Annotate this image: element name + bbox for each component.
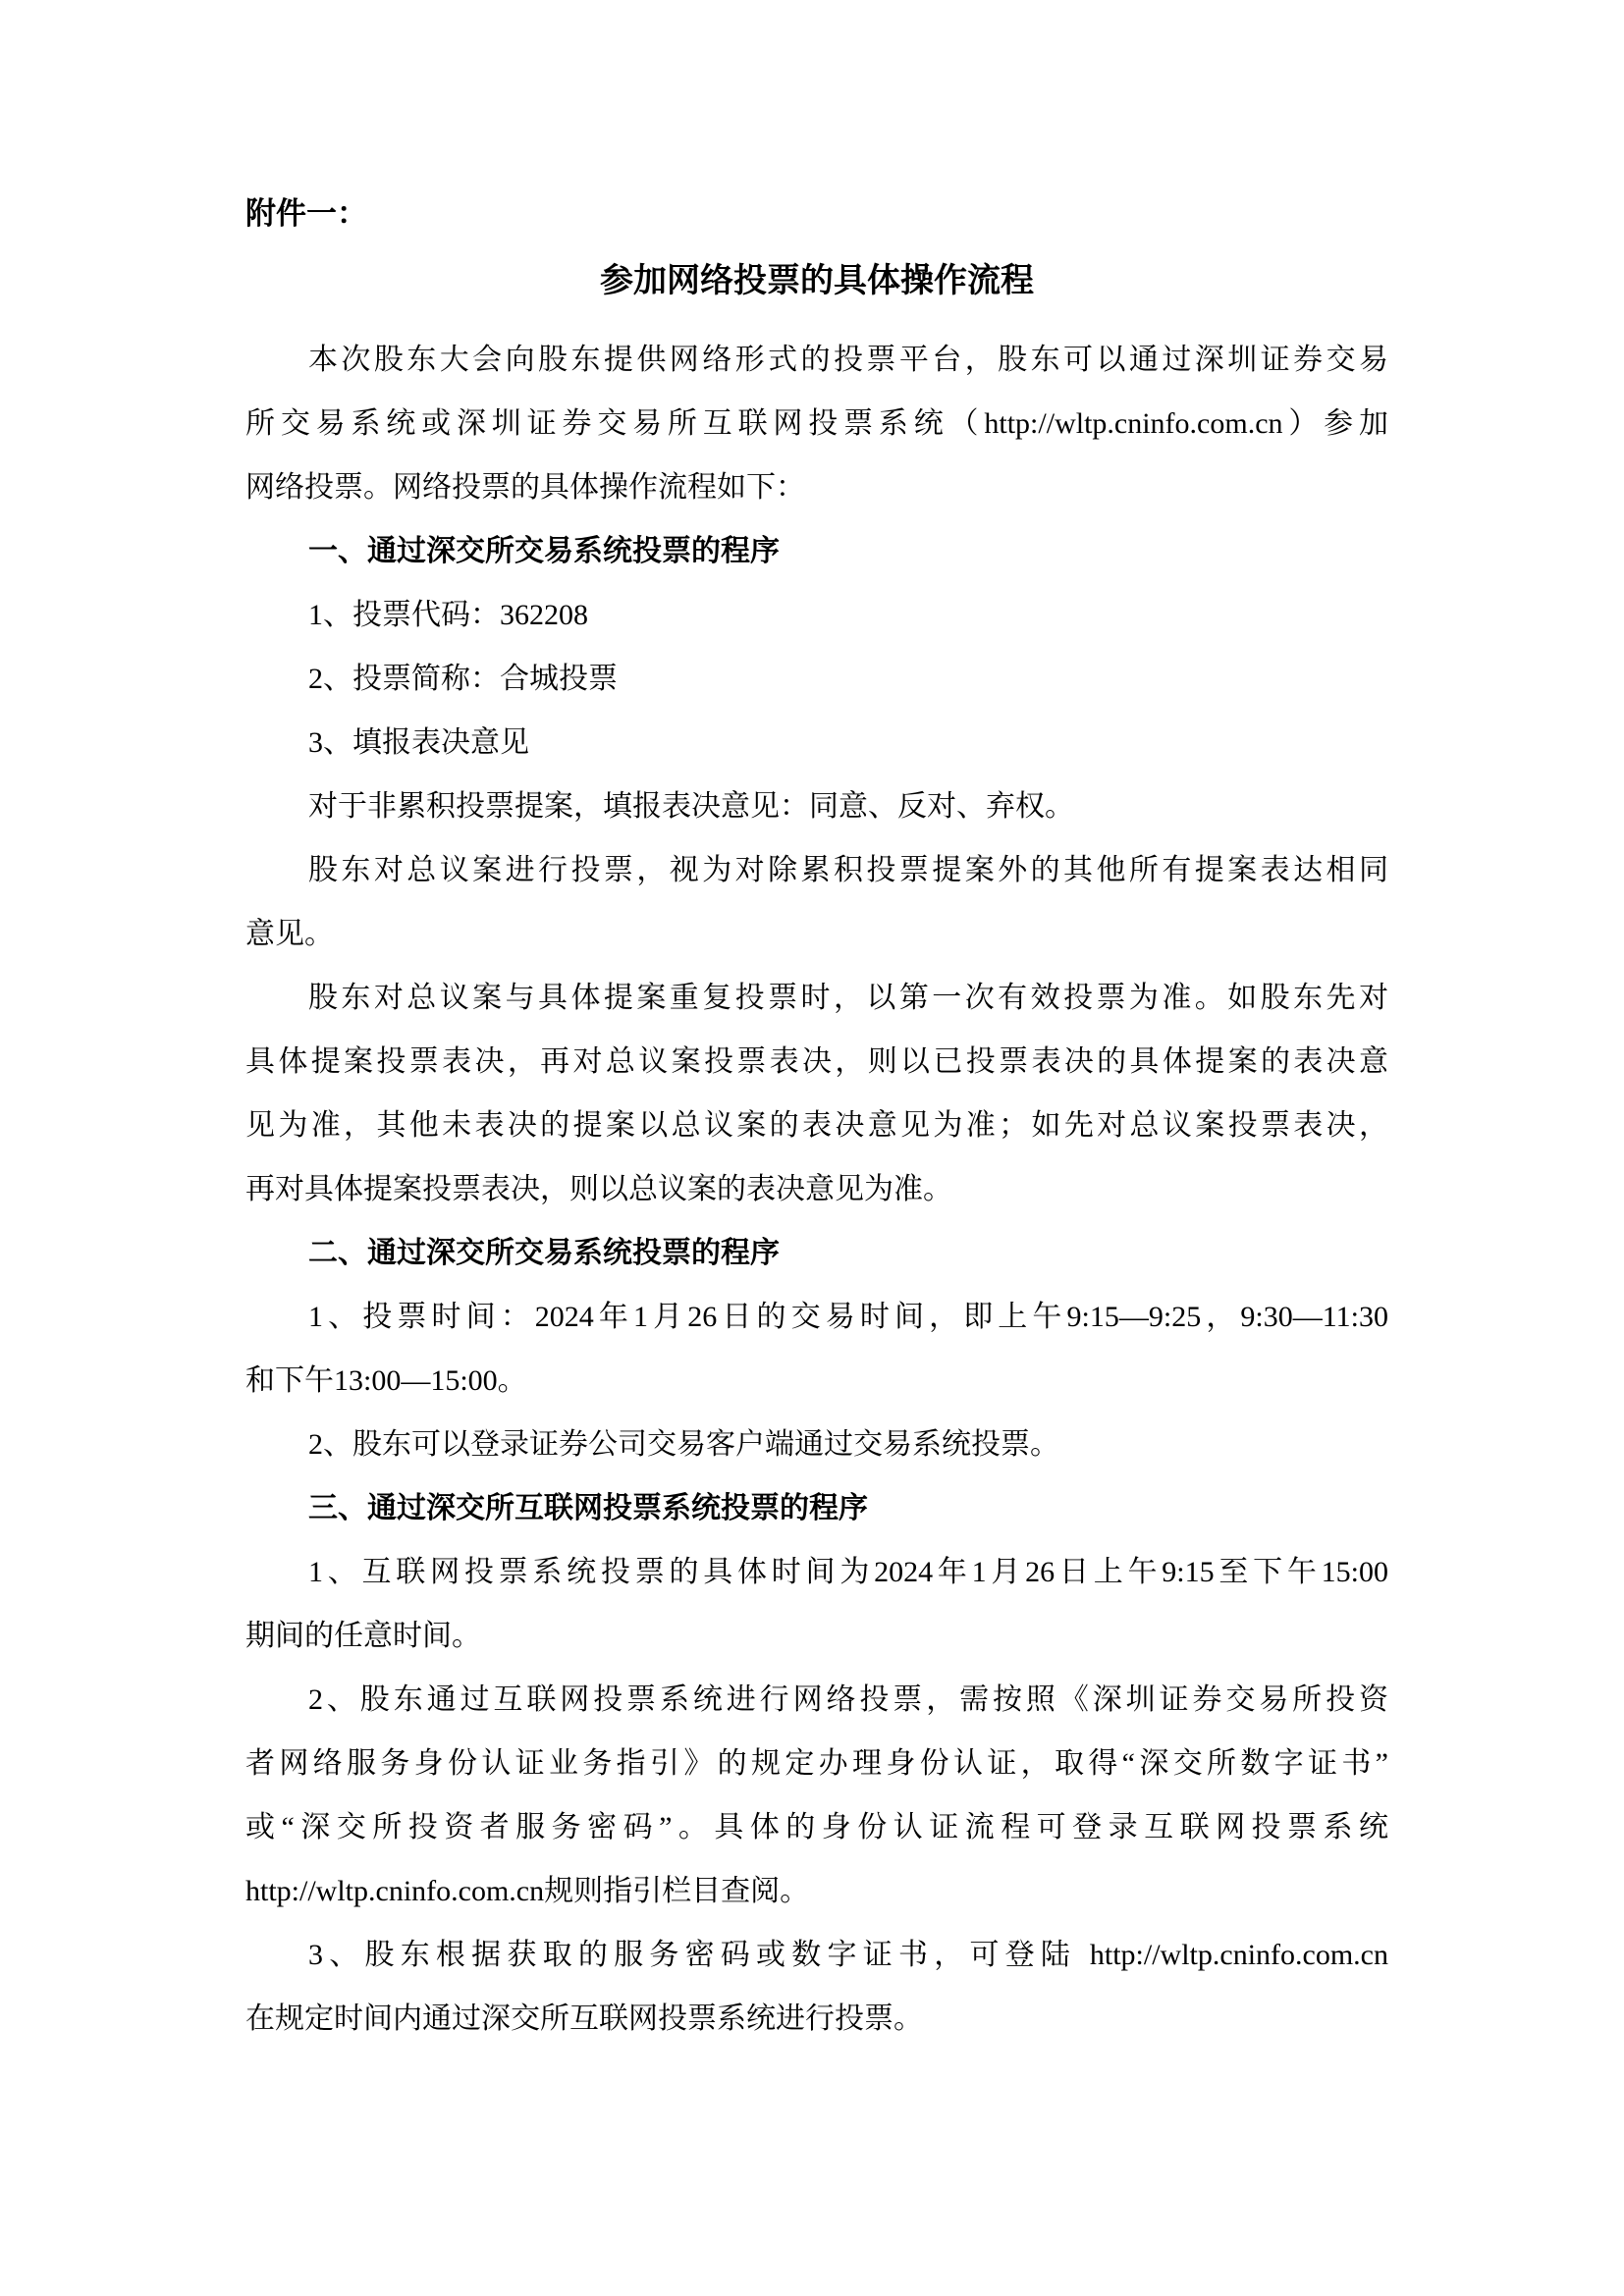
list-item: 3、股东根据获取的服务密码或数字证书，可登陆 http://wltp.cninfo.com.cn (308, 1939, 1388, 1971)
paragraph-line: 股东对总议案与具体提案重复投票时，以第一次有效投票为准。如股东先对 (308, 982, 1388, 1014)
section-heading-1: 一、通过深交所交易系统投票的程序 (308, 535, 780, 567)
list-item: 2、投票简称：合城投票 (308, 663, 618, 695)
list-item: 1、投票时间：2024年1月26日的交易时间，即上午9:15—9:25，9:30—11:30 (308, 1301, 1388, 1333)
paragraph-line: 股东对总议案进行投票，视为对除累积投票提案外的其他所有提案表达相同 (308, 854, 1388, 886)
paragraph-line: 或“深交所投资者服务密码”。具体的身份认证流程可登录互联网投票系统 (245, 1811, 1388, 1843)
attachment-label: 附件一： (245, 196, 367, 231)
paragraph-line: 网络投票。网络投票的具体操作流程如下： (245, 471, 805, 504)
section-heading-2: 二、通过深交所交易系统投票的程序 (308, 1237, 780, 1269)
document-body (245, 328, 1388, 2051)
paragraph-line: 期间的任意时间。 (245, 1620, 481, 1652)
paragraph-line: 意见。 (245, 918, 334, 950)
section-heading-3: 三、通过深交所互联网投票系统投票的程序 (308, 1492, 868, 1524)
paragraph-line: 具体提案投票表决，再对总议案投票表决，则以已投票表决的具体提案的表决意 (245, 1045, 1388, 1078)
paragraph-line: 对于非累积投票提案，填报表决意见：同意、反对、弃权。 (308, 790, 1074, 823)
paragraph-line: 本次股东大会向股东提供网络形式的投票平台，股东可以通过深圳证券交易 (308, 344, 1388, 376)
list-item: 1、投票代码：362208 (308, 599, 588, 631)
paragraph-line: 者网络服务身份认证业务指引》的规定办理身份认证，取得“深交所数字证书” (245, 1747, 1388, 1780)
page-title: 参加网络投票的具体操作流程 (600, 262, 1034, 299)
document-content (245, 182, 1388, 2051)
list-item: 2、股东可以登录证券公司交易客户端通过交易系统投票。 (308, 1428, 1059, 1461)
paragraph-line: 在规定时间内通过深交所互联网投票系统进行投票。 (245, 2002, 923, 2035)
list-item: 3、填报表决意见 (308, 726, 529, 759)
paragraph-line: 再对具体提案投票表决，则以总议案的表决意见为准。 (245, 1173, 952, 1205)
paragraph-line: 和下午13:00—15:00。 (245, 1364, 527, 1397)
paragraph-line: http://wltp.cninfo.com.cn规则指引栏目查阅。 (245, 1875, 810, 1907)
paragraph-line: 所交易系统或深圳证券交易所互联网投票系统（http://wltp.cninfo.com.cn）参加 (245, 407, 1388, 440)
list-item: 1、互联网投票系统投票的具体时间为2024年1月26日上午9:15至下午15:00 (308, 1556, 1388, 1588)
paragraph-line: 见为准，其他未表决的提案以总议案的表决意见为准；如先对总议案投票表决， (245, 1109, 1388, 1142)
list-item: 2、股东通过互联网投票系统进行网络投票，需按照《深圳证券交易所投资 (308, 1683, 1388, 1716)
